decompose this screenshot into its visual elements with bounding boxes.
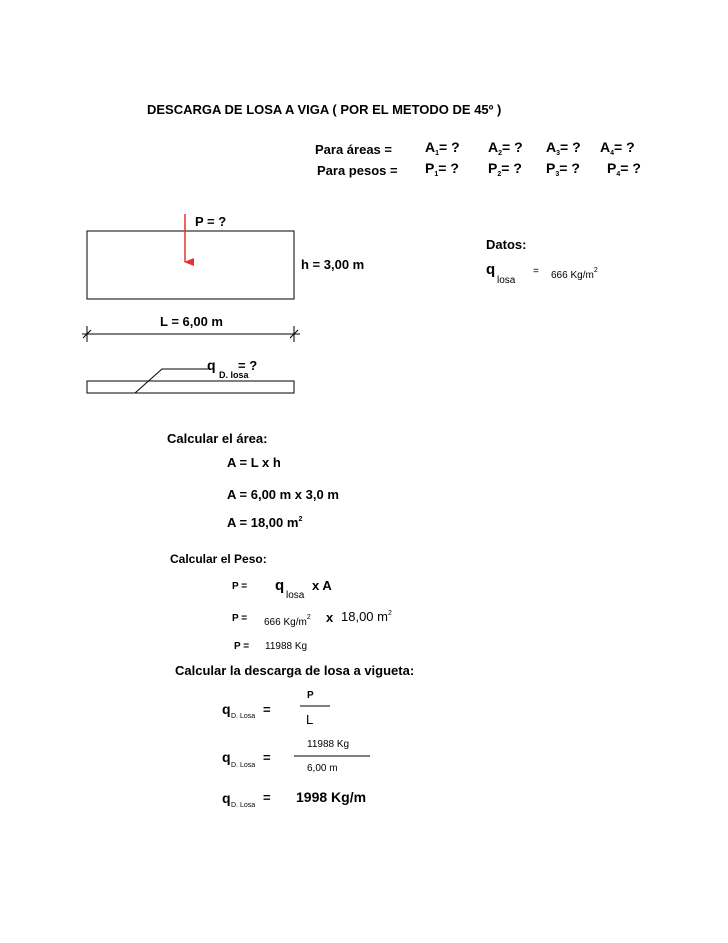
- beam-strip: [87, 381, 294, 393]
- qd-eq: = ?: [238, 358, 258, 373]
- descarga-eq-2: =: [263, 750, 271, 765]
- peso-p1: $P_1=$ ?: [425, 160, 459, 178]
- peso-line-1-q: q: [275, 577, 285, 594]
- slab-rectangle: [87, 231, 294, 299]
- peso-p3: $P_3=$ ?: [546, 160, 580, 178]
- load-label: P = ?: [195, 214, 227, 229]
- descarga-heading: Calcular la descarga de losa a vigueta:: [175, 663, 415, 678]
- peso-line-3-val: 11988 Kg: [265, 641, 308, 652]
- peso-line-2-x: x: [326, 610, 334, 625]
- datos-q: q: [486, 261, 496, 278]
- peso-line-3-p: P =: [234, 641, 250, 652]
- area-heading: Calcular el área:: [167, 431, 268, 446]
- length-label: L = 6,00 m: [160, 314, 223, 329]
- fraction-1-denominator: L: [306, 712, 314, 727]
- area-a1: $A_1=$ ?: [425, 139, 460, 157]
- descarga-q-1-sub: D. Losa: [231, 713, 256, 720]
- descarga-q-1: q: [222, 701, 231, 717]
- fraction-2-denominator: 6,00 m: [307, 763, 338, 774]
- area-a3: $A_3=$ ?: [546, 139, 581, 157]
- peso-line-2-area: 18,00 $m^2$: [341, 609, 392, 624]
- descarga-q-2: q: [222, 749, 231, 765]
- peso-p4: $P_4=$ ?: [607, 160, 641, 178]
- peso-line-1-p: P =: [232, 581, 248, 592]
- fraction-1-numerator: P: [307, 690, 314, 701]
- peso-line-2-p: P =: [232, 613, 248, 624]
- area-a4: $A_4=$ ?: [600, 139, 635, 157]
- peso-p2: $P_2=$ ?: [488, 160, 522, 178]
- peso-line-1-sub: losa: [286, 590, 305, 601]
- area-line-3: A = 18,00 $m^2$: [227, 515, 303, 530]
- height-label: h = 3,00 m: [301, 257, 365, 272]
- pesos-label: Para pesos =: [317, 163, 398, 178]
- areas-label: Para áreas =: [315, 142, 392, 157]
- descarga-q-3: q: [222, 790, 231, 806]
- datos-eq: =: [533, 266, 539, 277]
- datos-q-subscript: losa: [497, 275, 516, 286]
- descarga-result: 1998 Kg/m: [296, 789, 367, 805]
- descarga-eq-1: =: [263, 702, 271, 717]
- page-title: DESCARGA DE LOSA A VIGA ( POR EL METODO DE 45º ): [147, 102, 502, 117]
- area-a2: $A_2=$ ?: [488, 139, 523, 157]
- datos-title: Datos:: [486, 237, 527, 252]
- peso-heading: Calcular el Peso:: [170, 552, 267, 566]
- peso-line-1-rest: x A: [312, 578, 332, 593]
- peso-line-2-val: 666 $Kg/m^2$: [264, 614, 311, 628]
- area-line-2: A = 6,00 m x 3,0 m: [227, 487, 339, 502]
- area-line-1: A = L x h: [227, 455, 281, 470]
- descarga-eq-3: =: [263, 790, 271, 805]
- qd-label: q: [207, 357, 216, 373]
- qd-subscript: D. losa: [219, 370, 249, 380]
- fraction-2-numerator: 11988 Kg: [307, 739, 350, 750]
- descarga-q-3-sub: D. Losa: [231, 802, 256, 809]
- descarga-q-2-sub: D. Losa: [231, 762, 256, 769]
- datos-value: 666 $Kg/m^2$: [551, 267, 598, 281]
